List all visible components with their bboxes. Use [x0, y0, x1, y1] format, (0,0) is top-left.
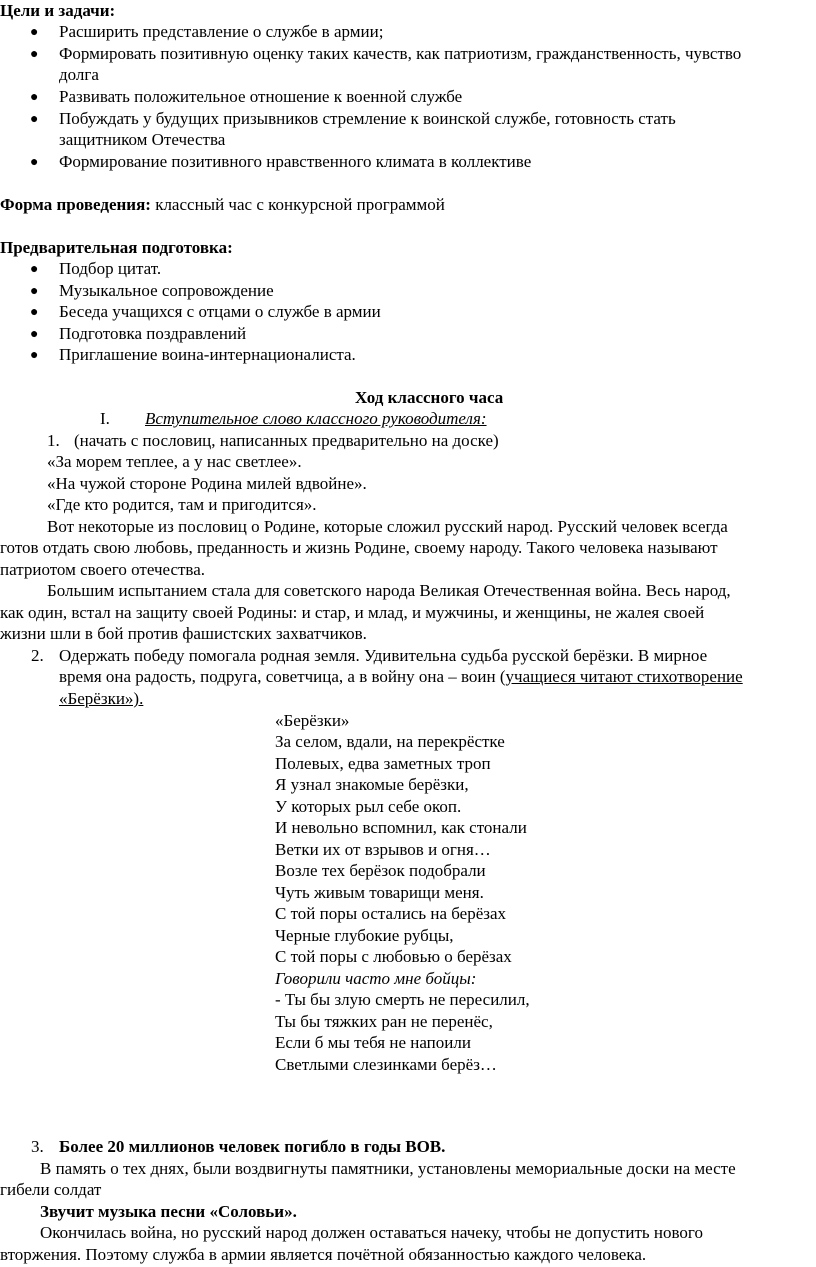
poem-title: «Берёзки»	[275, 711, 350, 730]
paragraph-line: Большим испытанием стала для советского народа Великая Отечественная война. Весь народ,	[47, 581, 731, 600]
paragraph-line: гибели солдат	[0, 1180, 102, 1199]
bullet-icon: ●	[30, 284, 39, 299]
poem-line: Говорили часто мне бойцы:	[275, 969, 477, 988]
intro-heading: Вступительное слово классного руководителя:	[145, 409, 487, 428]
proverb: «На чужой стороне Родина милей вдвойне».	[47, 474, 367, 493]
poem-line: Светлыми слезинками берёз…	[275, 1055, 497, 1074]
poem-line: Я узнал знакомые берёзки,	[275, 775, 469, 794]
poem-line: Ветки их от взрывов и огня…	[275, 840, 491, 859]
prep-item: Музыкальное сопровождение	[59, 281, 274, 300]
goal-item: Расширить представление о службе в армии;	[59, 22, 384, 41]
poem-line: С той поры остались на берёзах	[275, 904, 507, 923]
poem-line: За селом, вдали, на перекрёстке	[275, 732, 505, 751]
prep-heading: Предварительная подготовка:	[0, 238, 233, 257]
music-note: Звучит музыка песни «Соловьи».	[40, 1202, 297, 1221]
paragraph-line: готов отдать свою любовь, преданность и жизнь Родине, своему народу. Такого человека называют	[0, 538, 718, 557]
roman-numeral: I.	[100, 409, 110, 428]
form-label: Форма проведения:	[0, 195, 151, 214]
bullet-icon: ●	[30, 155, 39, 170]
poem-line: Черные глубокие рубцы,	[275, 926, 454, 945]
prep-item: Подготовка поздравлений	[59, 324, 247, 343]
goals-heading: Цели и задачи:	[0, 1, 116, 20]
underlined-text: «Берёзки»).	[59, 689, 144, 708]
poem-line: И невольно вспомнил, как стонали	[275, 818, 527, 837]
bullet-icon: ●	[30, 112, 39, 127]
poem-line: - Ты бы злую смерть не пересилил,	[275, 990, 530, 1009]
paragraph-line: патриотом своего отечества.	[0, 560, 206, 579]
poem-line: У которых рыл себе окоп.	[275, 797, 462, 816]
goal-item-cont: защитником Отечества	[59, 130, 226, 149]
bullet-icon: ●	[30, 90, 39, 105]
paragraph-text: время она радость, подруга, советчица, а в войну она – воин (	[59, 667, 506, 686]
paragraph-line: Окончилась война, но русский народ должен оставаться начеку, чтобы не допустить нового	[40, 1223, 703, 1242]
prep-item: Подбор цитат.	[59, 259, 162, 278]
bullet-icon: ●	[30, 262, 39, 277]
paragraph-line	[59, 666, 743, 687]
paragraph-line: как один, встал на защиту своей Родины: и стар, и млад, и мужчины, и женщины, не жалея своей	[0, 603, 705, 622]
form-value: классный час с конкурсной программой	[150, 195, 445, 214]
goal-item: Формирование позитивного нравственного климата в коллективе	[59, 152, 532, 171]
paragraph-line: жизни шли в бой против фашистских захватчиков.	[0, 624, 367, 643]
form-line	[0, 194, 445, 215]
bullet-icon: ●	[30, 327, 39, 342]
goal-item: Формировать позитивную оценку таких качеств, как патриотизм, гражданственность, чувство	[59, 44, 742, 63]
bullet-icon: ●	[30, 47, 39, 62]
course-title: Ход классного часа	[355, 388, 504, 407]
list-number: 2.	[31, 646, 44, 665]
list-number: 3.	[31, 1137, 44, 1156]
bullet-icon: ●	[30, 305, 39, 320]
bullet-icon: ●	[30, 348, 39, 363]
goal-item-cont: долга	[59, 65, 99, 84]
prep-item: Приглашение воина-интернационалиста.	[59, 345, 356, 364]
poem-line: Ты бы тяжких ран не перенёс,	[275, 1012, 493, 1031]
goal-item: Развивать положительное отношение к военной службе	[59, 87, 463, 106]
goal-item: Побуждать у будущих призывников стремление к воинской службе, готовность стать	[59, 109, 676, 128]
poem-line: Чуть живым товарищи меня.	[275, 883, 484, 902]
paragraph-line: вторжения. Поэтому служба в армии является почётной обязанностью каждого человека.	[0, 1245, 647, 1264]
paragraph-line: Одержать победу помогала родная земля. Удивительна судьба русской берёзки. В мирное	[59, 646, 708, 665]
paragraph-line: (начать с пословиц, написанных предварительно на доске)	[74, 431, 499, 450]
poem-line: Возле тех берёзок подобрали	[275, 861, 486, 880]
proverb: «За морем теплее, а у нас светлее».	[47, 452, 302, 471]
paragraph-line: В память о тех днях, были воздвигнуты памятники, установлены мемориальные доски на месте	[40, 1159, 736, 1178]
underlined-text: учащиеся читают стихотворение	[505, 667, 743, 686]
poem-line: С той поры с любовью о берёзах	[275, 947, 512, 966]
bullet-icon: ●	[30, 25, 39, 40]
proverb: «Где кто родится, там и пригодится».	[47, 495, 317, 514]
paragraph-line: Вот некоторые из пословиц о Родине, которые сложил русский народ. Русский человек всегда	[47, 517, 728, 536]
prep-item: Беседа учащихся с отцами о службе в армии	[59, 302, 381, 321]
poem-line: Если б мы тебя не напоили	[275, 1033, 471, 1052]
section-heading: Более 20 миллионов человек погибло в годы ВОВ.	[59, 1137, 446, 1156]
poem-line: Полевых, едва заметных троп	[275, 754, 491, 773]
list-number: 1.	[47, 431, 60, 450]
